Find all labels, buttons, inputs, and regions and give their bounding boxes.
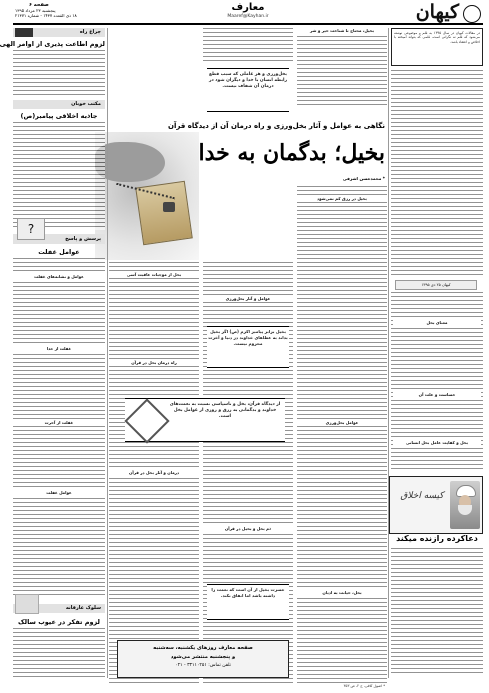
pen-icon	[15, 28, 33, 37]
sidebar-title: کیسه اخلاق	[400, 491, 444, 501]
left-title-4: لزوم تفکر در عیوب سالک	[18, 618, 100, 626]
hand-icon	[95, 142, 165, 182]
right-subhead-2: خساست و علت آن	[393, 392, 481, 397]
page-footer: * اصول کافی، ج ۲، ص ۳۵۳	[343, 684, 385, 688]
left-column	[0, 28, 105, 678]
left-text-4	[13, 628, 105, 678]
feature-byline: * محمدحسن اشرفی	[342, 176, 385, 181]
issue-line: ۱۸ ذی القعده ۱۴۳۷ - شماره ۲۱۳۷۱	[15, 13, 77, 18]
top-quote-text: در مقالات کیهان در سال ۱۳۹۵ به قلم و موضوعی نوشته می‌شود که قلم نه نگرانی است، قلمی که بتواند آمیخته با اخلاص و اعتقاد باشد.	[394, 31, 481, 44]
contact-box	[117, 640, 289, 678]
top-quote-box	[391, 28, 483, 66]
right-subhead-1: معنای بخل	[393, 320, 481, 325]
pull-quote-4	[207, 584, 289, 620]
newspaper-logo: کیهان	[415, 1, 459, 23]
pull-quote-top	[207, 68, 289, 112]
quote-badge: کیهان ۲۵ دی ۱۳۹۵	[395, 280, 477, 290]
portrait-photo	[450, 481, 480, 529]
feature-col-1-subhead-2: عوامل بخل‌ورزی	[297, 420, 387, 425]
feature-subhead: بخیل، محتاج تا شناخت خیر و شر	[297, 28, 387, 33]
feature-top-text-b	[203, 28, 293, 64]
feature-col-1-subhead-3: بخل، خیانت به ادیان	[297, 590, 387, 595]
masthead	[7, 0, 489, 26]
path-icon	[15, 594, 39, 614]
column-rule	[107, 28, 108, 678]
right-subhead-3: بخل و کفایت عامل بخل انسانی	[393, 440, 481, 445]
question-icon: ?	[17, 218, 45, 240]
left-tag-4-label: سلوک عارفانه	[65, 605, 101, 611]
pull-quote-3	[125, 398, 285, 442]
feature-col-3-subhead-1: بخل از موجبات عاقبت آسی	[109, 272, 199, 277]
left-tag-1-label: چراغ راه	[79, 29, 101, 35]
feature-col-1	[297, 186, 387, 686]
pull-quote-text: بخل‌ورزی و هر عاملی که سبب قطع رابطه انسان با خدا و دیگران شود در درمان آن شفاف نیست.	[208, 72, 288, 89]
feature-top-text-a	[297, 28, 387, 108]
left-tag-2	[13, 100, 105, 109]
left-title-2: جاذبه اخلاقی پیامبر(ص)	[20, 112, 98, 120]
feature-kicker: نگاهی به عوامل و آثار بخل‌ورزی و راه درمان آن از دیدگاه قرآن	[168, 122, 385, 130]
photo-caption: دعاکرده رازنده میکند	[396, 534, 478, 543]
feature-headline: بخیل؛ بدگمان به خدا	[198, 140, 385, 166]
date-line: پنجشنبه ۲۳ مرداد ۱۳۹۵	[15, 8, 56, 13]
left-text-3	[13, 258, 105, 598]
masthead-rule	[13, 23, 483, 25]
beard-icon	[458, 505, 472, 515]
pull-quote-3-text: از دیدگاه قرآن، بخل و ناسپاسی نسبت به نعمت‌های خداوند و بدگمانی به رزق و روزی از عوامل بخل است.	[169, 402, 281, 419]
feature-col-3-subhead-3: درمان و آثار بخل در قرآن	[109, 470, 199, 475]
right-column-text	[391, 70, 483, 278]
left-subhead-1: عوامل و نشانه‌های غفلت	[13, 274, 105, 279]
left-subhead-4: عوامل غفلت	[13, 490, 105, 495]
left-text-1	[13, 50, 105, 96]
right-column-text-3	[391, 548, 483, 676]
padlock-icon	[163, 202, 175, 212]
feature-col-2-subhead-1: عوامل و آثار بخل‌ورزی	[203, 296, 293, 301]
left-tag-2-label: مکتب خوبان	[71, 101, 101, 107]
contact-line-3: تلفن تماس: ۳۳۱۱۰۲۵۱ - ۰۲۱	[175, 663, 231, 668]
pull-quote-2	[207, 326, 289, 368]
column-rule	[388, 28, 389, 678]
left-title-3: عوامل غفلت	[38, 248, 80, 256]
sidebar-photo-box	[389, 476, 483, 534]
contact-line-2: و پنجشنبه منتشر می‌شود	[170, 654, 236, 660]
left-tag-3-label: پرسش و پاسخ	[65, 236, 101, 242]
feature-col-3-subhead-2: راه درمان بخل در قرآن	[109, 360, 199, 365]
section-url: Maaref@Kayhan.ir	[227, 14, 269, 19]
feature-col-1-subhead-1: بخیل در رزق کم نمی‌شود	[297, 196, 387, 201]
left-title-1: لزوم اطاعت پذیری از اوامر الهی	[0, 40, 105, 48]
pull-quote-2-text: بخیل برابر پیامبر اکرم (ص) اگر بخیل بداند به عطاهای خداوند در دنیا و آخرت محروم نیست.	[208, 329, 288, 346]
contact-line-1: صفحه معارف روزهای یکشنبه، سه‌شنبه	[153, 645, 253, 651]
section-title: معارف	[231, 2, 265, 13]
page-label: صفحه ۶	[29, 2, 49, 8]
feature-col-2-subhead-2: ذم بخل و بخیل در قرآن	[203, 526, 293, 531]
left-subhead-2: غفلت از خدا	[13, 346, 105, 351]
left-text-2	[13, 122, 105, 230]
left-subhead-3: غفلت از آخرت	[13, 420, 105, 425]
right-column-text-2	[391, 292, 483, 472]
pull-quote-4-text: حسرت بخیل از آن است که نعمت را داشته باشد اما انفاق نکند.	[211, 587, 285, 598]
feature-image	[95, 132, 199, 260]
